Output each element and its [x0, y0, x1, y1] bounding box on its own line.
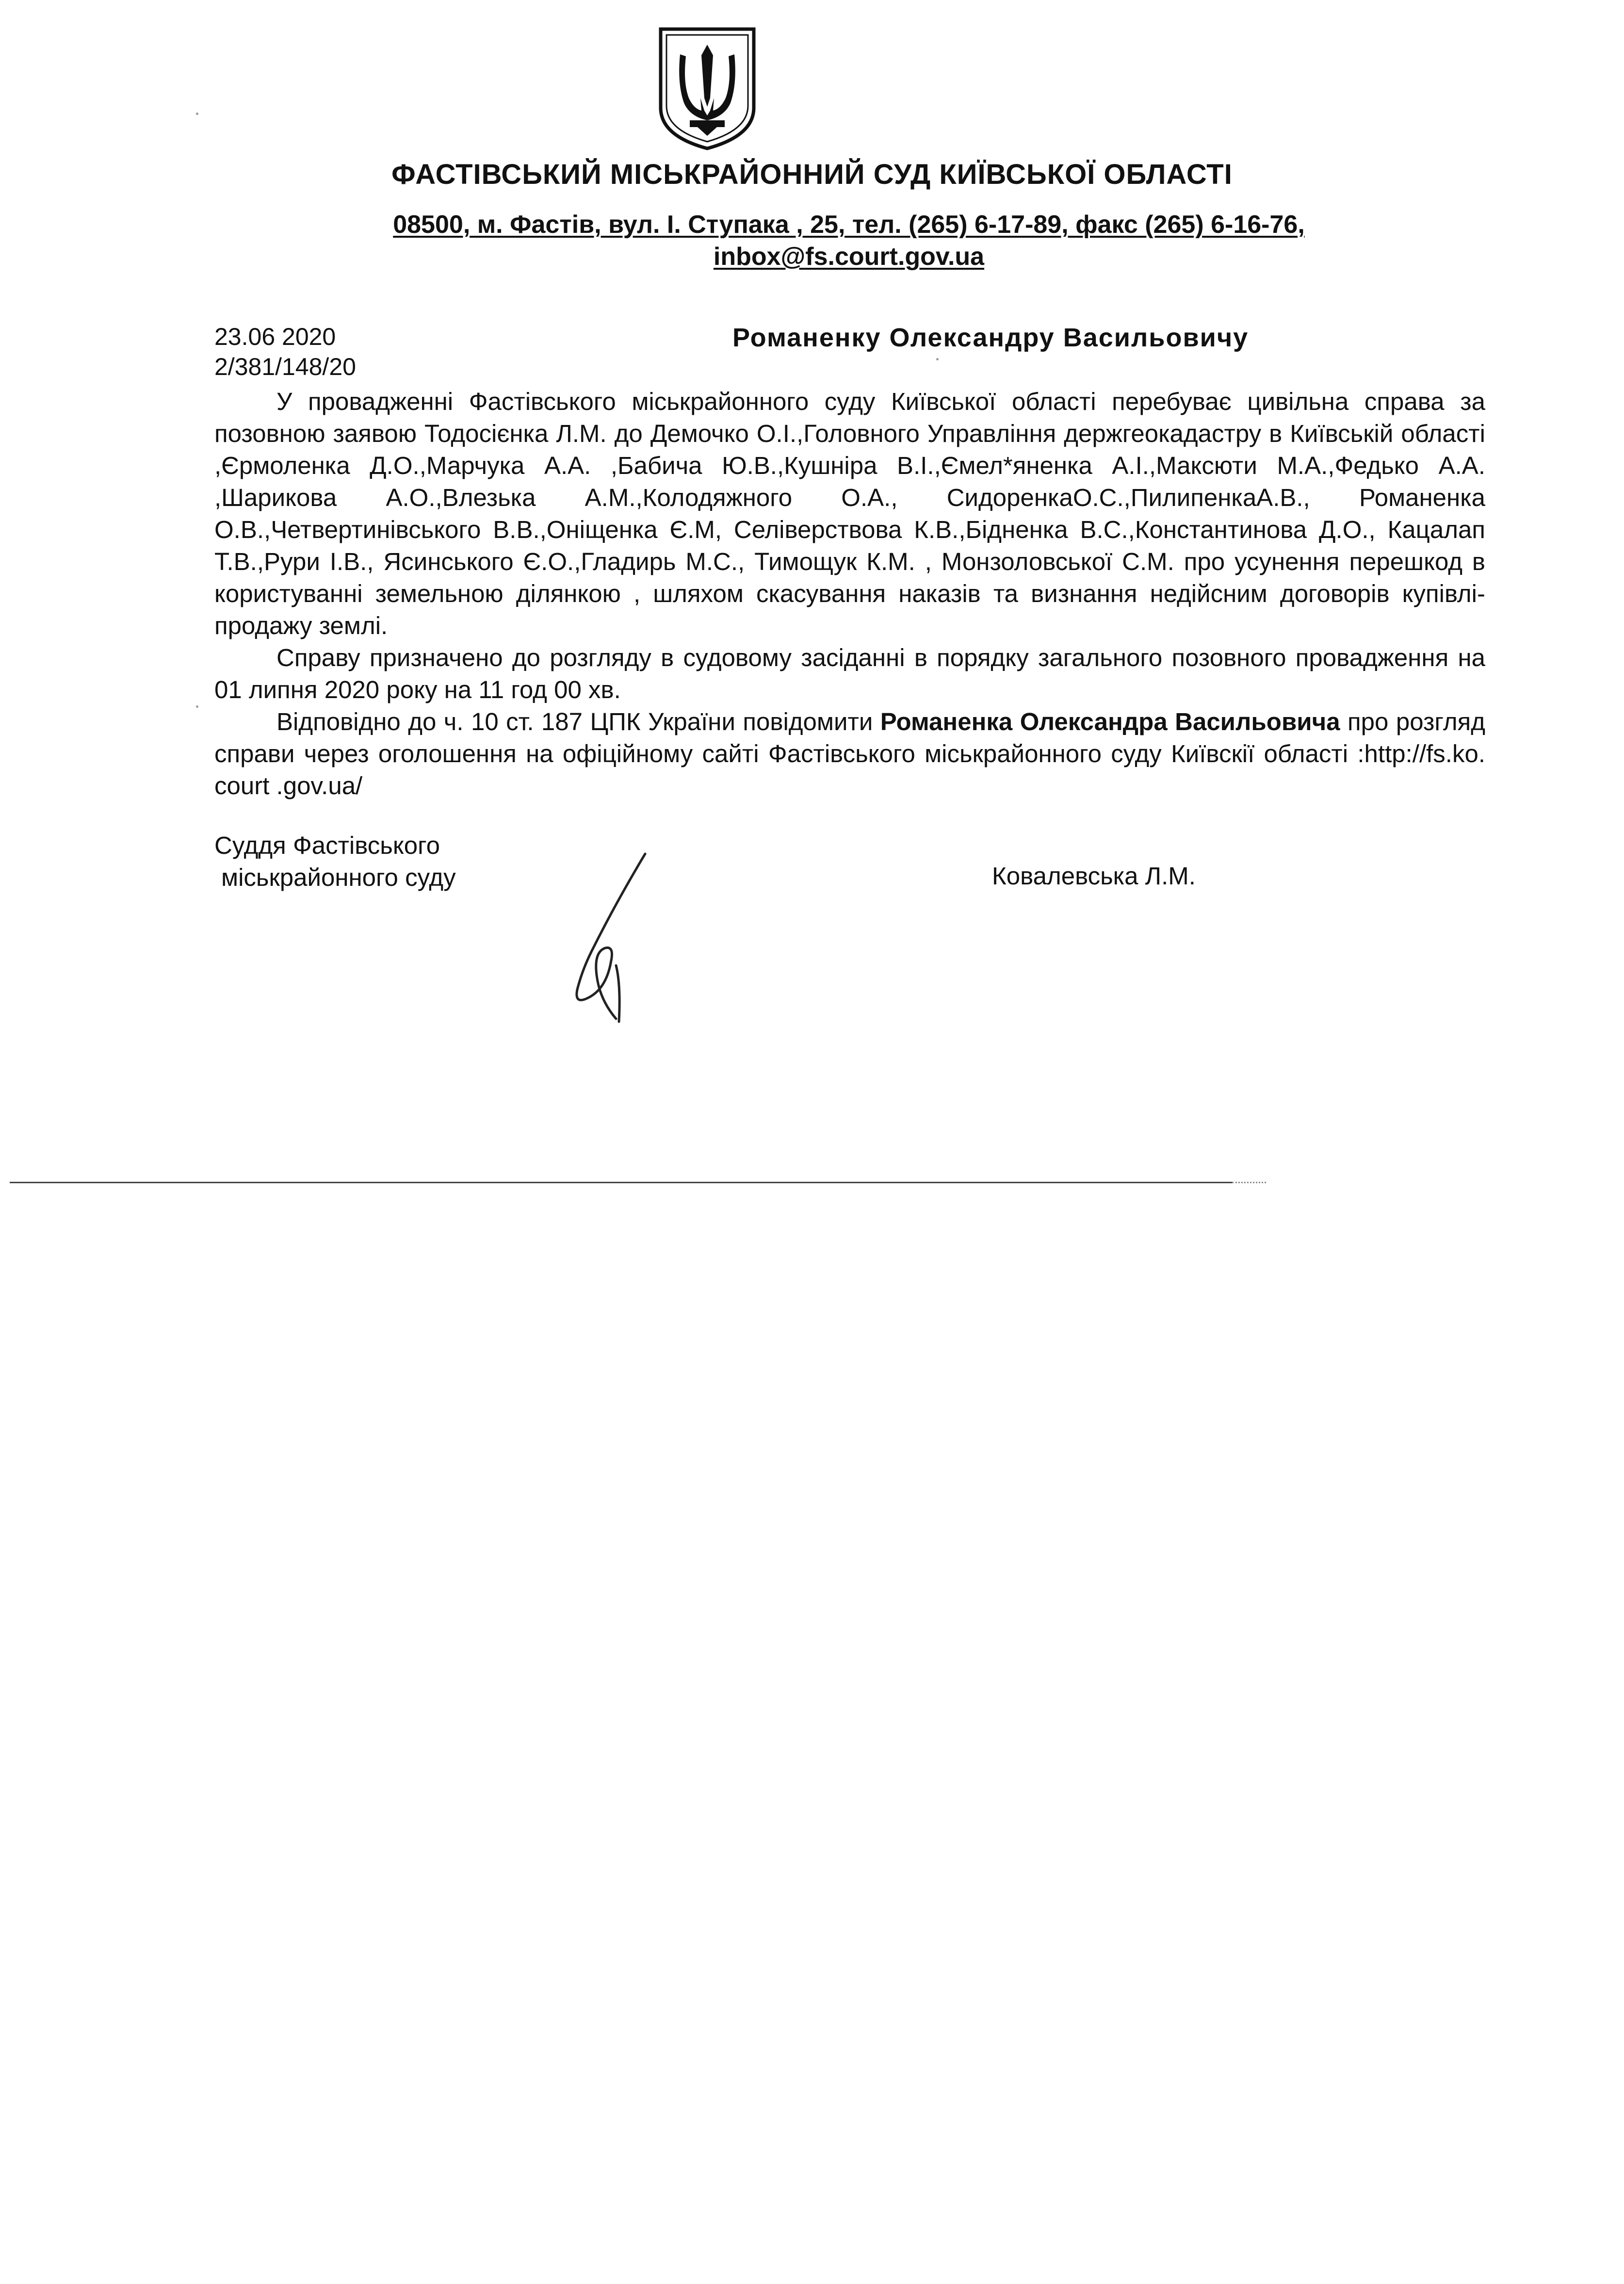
body-paragraph-hearing: Справу призначено до розгляду в судовому засіданні в порядку загального позовного провадження на 01 липня 2020 року на 11 год 00 хв.: [214, 644, 1485, 703]
scan-speck: [196, 705, 198, 708]
judge-title-line: міськрайонного суду: [221, 864, 456, 891]
judge-title-line: Суддя Фастівського: [214, 832, 440, 859]
body-paragraph-case: У провадженні Фастівського міськрайонного суду Київської області перебуває цивільна справа за позовною заявою Тодосієнка Л.М. до Демочко О.І.,Головного Управління держгеокадастру в Київській області ,Єрмоленка Д.О.,Марчука А.А. ,Бабича Ю.В.,Кушніра В.І.,Ємел*яненка А.І.,Максюти М.А.,Федько А.А. ,Шарикова А.О.,Влезька А.М.,Колодяжного О.А., СидоренкаО.С.,ПилипенкаА.В., Романенка О.В.,Четвертинівського В.В.,Оніщенка Є.М, Селіверствова К.В.,Бідненка В.С.,Константинова Д.О., Кацалап Т.В.,Рури І.В., Ясинського Є.О.,Гладирь М.С., Тимощук К.М. , Монзоловської С.М. про усунення перешкод в користуванні земельною ділянкою , шляхом скасування наказів та визнання недійсним договорів купівлі- продажу землі.: [214, 388, 1485, 639]
scan-speck: [936, 358, 939, 360]
notice-text-start: Відповідно до ч. 10 ст. 187 ЦПК України повідомити: [276, 708, 880, 735]
handwritten-signature-icon: [543, 844, 689, 1028]
case-number: 2/381/148/20: [214, 353, 356, 380]
notice-recipient-name: Романенка Олександра Васильовича: [880, 708, 1340, 735]
ukraine-trident-coat-of-arms-icon: [656, 25, 759, 152]
judge-title: [214, 830, 456, 894]
court-email: inbox@fs.court.gov.ua: [713, 243, 985, 271]
judge-name: Ковалевська Л.М.: [992, 862, 1196, 890]
bottom-rule: [10, 1182, 1232, 1183]
notice-text-end: про розгляд справи через оголошення на офіційному сайті Фастівського міськрайонного суду Київскії області :http://fs.ko. court .gov.ua/: [214, 708, 1485, 799]
recipient-name: Романенку Олександру Васильовичу: [732, 323, 1249, 352]
letter-date: 23.06 2020: [214, 323, 336, 350]
court-address: [349, 209, 1348, 273]
court-name-heading: ФАСТІВСЬКИЙ МІСЬКРАЙОННИЙ СУД КИЇВСЬКОЇ ОБЛАСТІ: [391, 159, 1233, 190]
address-line: 08500, м. Фастів, вул. І. Ступака , 25, тел. (265) 6-17-89, факс (265) 6-16-76,: [393, 211, 1305, 239]
scan-speck: [196, 113, 198, 115]
body-paragraph-notice: [214, 706, 1485, 802]
bottom-rule-dotted-end: [1232, 1182, 1266, 1185]
letter-body: [214, 386, 1485, 802]
